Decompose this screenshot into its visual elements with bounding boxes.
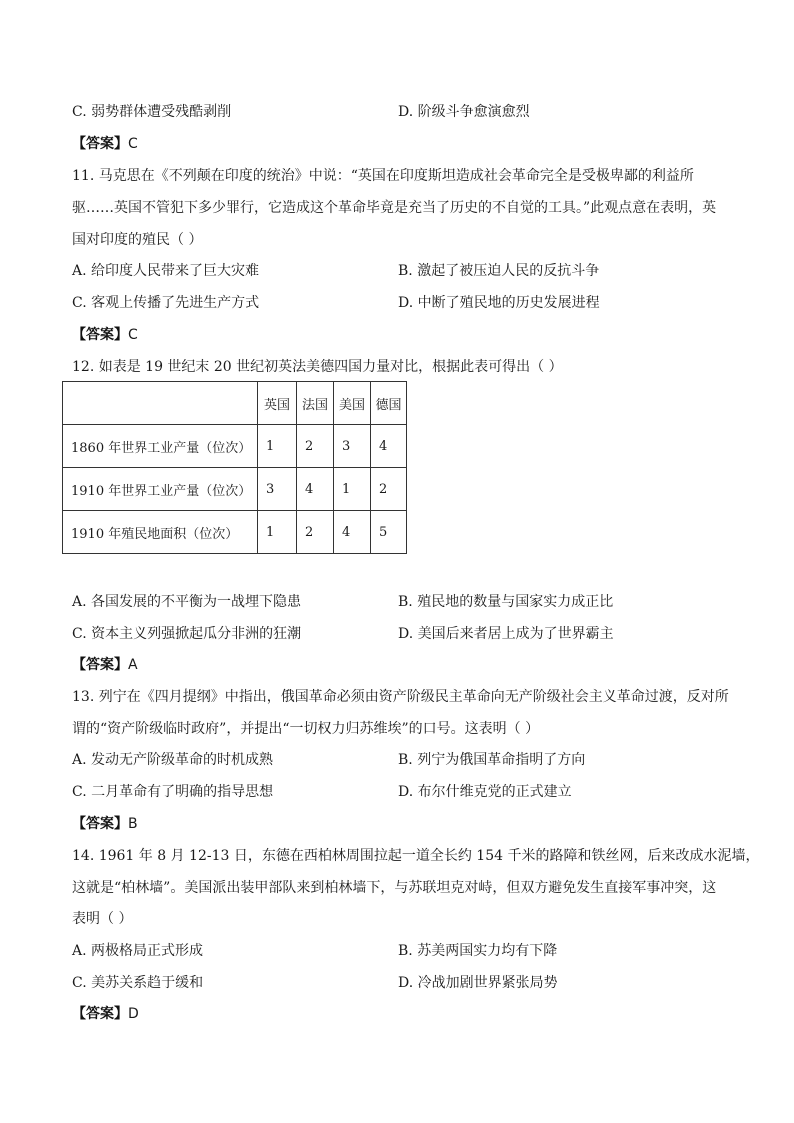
comparison-table <box>62 381 407 554</box>
table-cell: 3 <box>334 425 371 468</box>
q13-answer <box>72 814 138 834</box>
q14-option-b: B. 苏美两国实力均有下降 <box>398 943 558 959</box>
answer-label: 【答案】 <box>72 1006 128 1022</box>
q13-option-c: C. 二月革命有了明确的指导思想 <box>72 784 274 800</box>
table-cell: 1 <box>258 511 297 554</box>
q12-option-d: D. 美国后来者居上成为了世界霸主 <box>398 626 614 642</box>
q10-option-d: D. 阶级斗争愈演愈烈 <box>398 104 530 120</box>
answer-value: C <box>128 136 138 152</box>
q11-option-d: D. 中断了殖民地的历史发展进程 <box>398 295 600 311</box>
q13-stem-line-1: 13. 列宁在《四月提纲》中指出，俄国革命必须由资产阶级民主革命向无产阶级社会主义革命过渡，反对所 <box>72 689 729 705</box>
q11-option-a: A. 给印度人民带来了巨大灾难 <box>72 263 260 279</box>
table-row-label: 1910 年殖民地面积（位次） <box>63 511 258 554</box>
answer-value: C <box>128 327 138 343</box>
q12-stem: 12. 如表是 19 世纪末 20 世纪初英法美德四国力量对比，根据此表可得出（ ） <box>72 359 563 375</box>
q14-option-a: A. 两极格局正式形成 <box>72 943 204 959</box>
q14-stem-line-3: 表明（ ） <box>72 911 133 927</box>
q11-answer <box>72 325 138 345</box>
q11-option-c: C. 客观上传播了先进生产方式 <box>72 295 260 311</box>
table-header-britain: 英国 <box>258 382 297 425</box>
table-cell: 2 <box>371 468 407 511</box>
q13-option-b: B. 列宁为俄国革命指明了方向 <box>398 752 586 768</box>
q14-option-d: D. 冷战加剧世界紧张局势 <box>398 975 558 991</box>
table-cell: 1 <box>334 468 371 511</box>
answer-label: 【答案】 <box>72 327 128 343</box>
table-header-germany: 德国 <box>371 382 407 425</box>
table-row <box>63 425 407 468</box>
answer-value: A <box>128 657 138 673</box>
q11-stem-line-2: 驱……英国不管犯下多少罪行，它造成这个革命毕竟是充当了历史的不自觉的工具。”此观点意在表明，英 <box>72 200 717 216</box>
answer-label: 【答案】 <box>72 816 128 832</box>
answer-label: 【答案】 <box>72 136 128 152</box>
table-row-label: 1910 年世界工业产量（位次） <box>63 468 258 511</box>
table-corner-cell <box>63 382 258 425</box>
table-cell: 5 <box>371 511 407 554</box>
table-cell: 2 <box>297 511 334 554</box>
q11-option-b: B. 激起了被压迫人民的反抗斗争 <box>398 263 600 279</box>
q14-option-c: C. 美苏关系趋于缓和 <box>72 975 204 991</box>
q12-option-c: C. 资本主义列强掀起瓜分非洲的狂潮 <box>72 626 302 642</box>
answer-value: B <box>128 816 138 832</box>
table-cell: 4 <box>371 425 407 468</box>
q12-option-a: A. 各国发展的不平衡为一战埋下隐患 <box>72 594 302 610</box>
answer-label: 【答案】 <box>72 657 128 673</box>
table-header-france: 法国 <box>297 382 334 425</box>
q10-answer <box>72 134 138 154</box>
table-row <box>63 511 407 554</box>
table-cell: 1 <box>258 425 297 468</box>
table-cell: 2 <box>297 425 334 468</box>
table-row <box>63 468 407 511</box>
table-header-usa: 美国 <box>334 382 371 425</box>
q14-stem-line-1: 14. 1961 年 8 月 12-13 日，东德在西柏林周围拉起一道全长约 154 千米的路障和铁丝网，后来改成水泥墙， <box>72 848 760 864</box>
q13-stem-line-2: 谓的“资产阶级临时政府”，并提出“一切权力归苏维埃”的口号。这表明（ ） <box>72 721 540 737</box>
table-header-row <box>63 382 407 425</box>
table-row-label: 1860 年世界工业产量（位次） <box>63 425 258 468</box>
answer-value: D <box>128 1006 139 1022</box>
q11-stem-line-3: 国对印度的殖民（ ） <box>72 232 203 248</box>
table-cell: 4 <box>297 468 334 511</box>
q13-option-d: D. 布尔什维克党的正式建立 <box>398 784 572 800</box>
table-cell: 3 <box>258 468 297 511</box>
q14-stem-line-2: 这就是“柏林墙”。美国派出装甲部队来到柏林墙下，与苏联坦克对峙，但双方避免发生直接军事冲突，这 <box>72 880 717 896</box>
q11-stem-line-1: 11. 马克思在《不列颠在印度的统治》中说：“英国在印度斯坦造成社会革命完全是受极卑鄙的利益所 <box>72 168 694 184</box>
table-cell: 4 <box>334 511 371 554</box>
q12-option-b: B. 殖民地的数量与国家实力成正比 <box>398 594 614 610</box>
q13-option-a: A. 发动无产阶级革命的时机成熟 <box>72 752 274 768</box>
q12-answer <box>72 655 138 675</box>
q10-option-c: C. 弱势群体遭受残酷剥削 <box>72 104 232 120</box>
q14-answer <box>72 1004 139 1024</box>
